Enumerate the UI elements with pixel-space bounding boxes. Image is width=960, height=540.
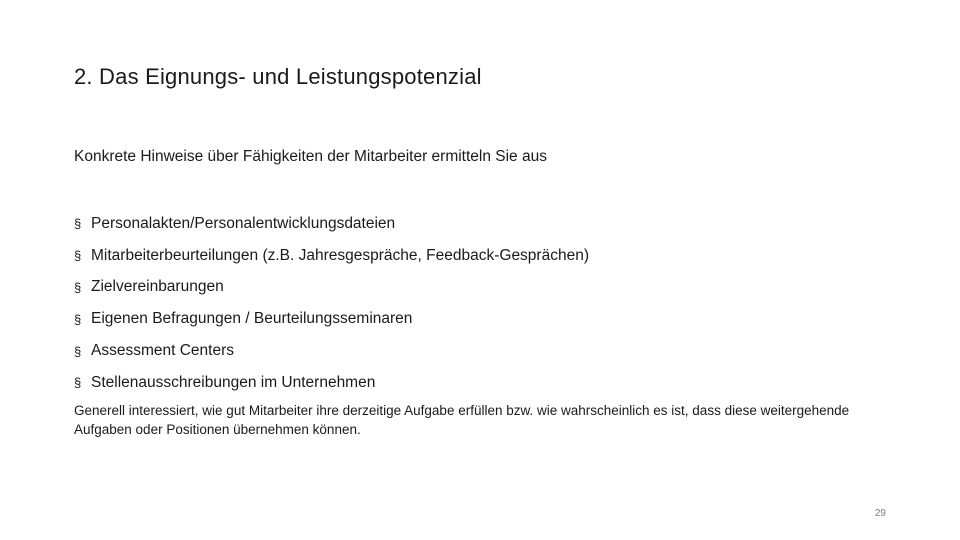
summary-text: Generell interessiert, wie gut Mitarbeiter ihre derzeitige Aufgabe erfüllen bzw. wie wahrscheinlich es ist, dass diese weitergehende Aufgaben oder Positionen übernehmen können. xyxy=(74,403,850,437)
intro-text: Konkrete Hinweise über Fähigkeiten der Mitarbeiter ermitteln Sie aus xyxy=(74,148,547,165)
list-item xyxy=(74,367,589,399)
list-item-text: Mitarbeiterbeurteilungen (z.B. Jahresgespräche, Feedback-Gesprächen) xyxy=(91,246,589,264)
slide-title: 2. Das Eignungs- und Leistungspotenzial xyxy=(74,64,482,89)
list-item-text: Assessment Centers xyxy=(91,342,234,360)
bullet-icon: § xyxy=(74,248,82,264)
bullet-icon: § xyxy=(74,311,82,327)
list-item-text: Zielvereinbarungen xyxy=(91,278,224,296)
list-item xyxy=(74,208,589,240)
bullet-icon: § xyxy=(74,343,82,359)
bullet-list xyxy=(74,208,589,399)
bullet-icon: § xyxy=(74,375,82,391)
list-item xyxy=(74,272,589,304)
page-number: 29 xyxy=(874,508,886,519)
list-item xyxy=(74,240,589,272)
list-item-text: Personalakten/Personalentwicklungsdateien xyxy=(91,214,396,232)
list-item-text: Stellenausschreibungen im Unternehmen xyxy=(91,373,376,391)
list-item xyxy=(74,335,589,367)
list-item-text: Eigenen Befragungen / Beurteilungsseminaren xyxy=(91,310,413,328)
list-item xyxy=(74,303,589,335)
bullet-icon: § xyxy=(74,216,82,232)
bullet-icon: § xyxy=(74,279,82,295)
